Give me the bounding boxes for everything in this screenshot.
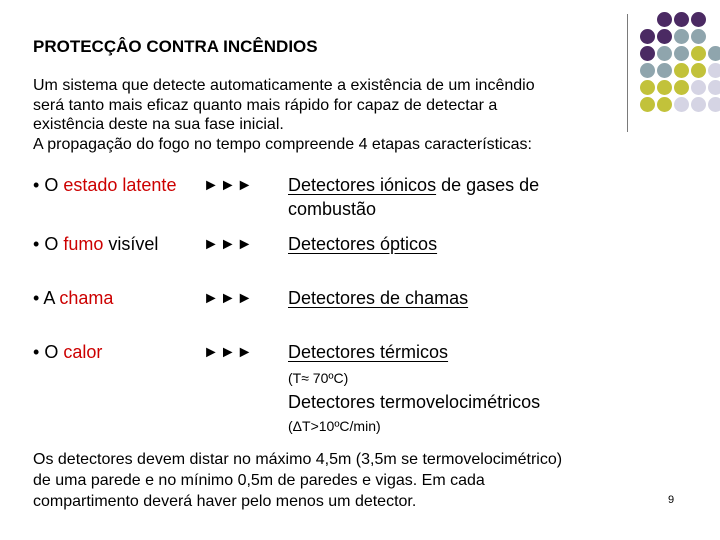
decorative-dot	[657, 46, 672, 61]
stage-latent	[33, 175, 176, 196]
detector-rest: de gases de	[441, 175, 540, 195]
decorative-dot	[691, 97, 706, 112]
arrows-smoke: ►►►	[203, 236, 254, 253]
decorative-dot	[674, 12, 689, 27]
stage-heat	[33, 342, 102, 363]
arrows-heat: ►►►	[203, 344, 254, 361]
intro-line: será tanto mais eficaz quanto mais rápido for capaz de detectar a	[33, 96, 498, 114]
detector-name: Detectores iónicos	[288, 175, 437, 195]
arrows-latent: ►►►	[203, 177, 254, 194]
stage-highlight: estado latente	[63, 175, 177, 195]
intro-line: Um sistema que detecte automaticamente a existência de um incêndio	[33, 77, 535, 94]
decorative-dot	[640, 46, 655, 61]
decorative-dot	[708, 97, 720, 112]
bullet: •	[33, 288, 40, 308]
bullet: •	[33, 234, 40, 254]
footer-line: de uma parede e no mínimo 0,5m de paredes e vigas. Em cada	[33, 472, 485, 489]
stage-suffix: visível	[108, 234, 159, 254]
intro-paragraph	[33, 76, 535, 154]
detector-latent	[288, 175, 539, 196]
decorative-dot	[640, 29, 655, 44]
detector-smoke: Detectores ópticos	[288, 234, 438, 254]
stage-highlight: chama	[59, 288, 114, 308]
decorative-dot	[657, 97, 672, 112]
page-number: 9	[668, 494, 675, 506]
footer-line: Os detectores devem distar no máximo 4,5m (3,5m se termovelocimétrico)	[33, 451, 563, 468]
decorative-dot	[674, 80, 689, 95]
decorative-dot	[640, 63, 655, 78]
decorative-dot	[657, 12, 672, 27]
heat-note: (T≈ 70ºC)	[288, 370, 349, 386]
arrows-flame: ►►►	[203, 290, 254, 307]
stage-highlight: calor	[63, 342, 103, 362]
footer-line: compartimento deverá haver pelo menos um detector.	[33, 493, 417, 510]
decorative-dot	[657, 63, 672, 78]
decorative-dot	[708, 63, 720, 78]
bullet: •	[33, 175, 40, 195]
decorative-dot	[708, 46, 720, 61]
detector-flame: Detectores de chamas	[288, 288, 469, 308]
decorative-dot	[674, 97, 689, 112]
decorative-dot	[708, 80, 720, 95]
intro-line: existência deste na sua fase inicial.	[33, 116, 284, 133]
decorative-dot	[691, 80, 706, 95]
decorative-dot	[691, 29, 706, 44]
footer-paragraph	[33, 449, 562, 512]
decorative-dot	[674, 29, 689, 44]
slide-title: PROTECÇÂO CONTRA INCÊNDIOS	[33, 37, 318, 56]
decorative-dot	[691, 63, 706, 78]
stage-highlight: fumo	[63, 234, 104, 254]
bullet: •	[33, 342, 40, 362]
decorative-dot	[657, 80, 672, 95]
detector-heat: Detectores térmicos	[288, 342, 449, 362]
stage-prefix: A	[43, 288, 55, 308]
decorative-dot	[640, 80, 655, 95]
detector-latent-line2: combustão	[288, 199, 377, 219]
intro-line: A propagação do fogo no tempo compreende 4 etapas características:	[33, 135, 532, 153]
decorative-dot	[691, 46, 706, 61]
stage-prefix: O	[44, 234, 59, 254]
stage-smoke	[33, 234, 158, 255]
rate-of-rise-note: (ΔT>10ºC/min)	[288, 418, 381, 434]
stage-flame	[33, 288, 113, 309]
decorative-divider	[627, 14, 628, 132]
detector-rate-of-rise: Detectores termovelocimétricos	[288, 392, 541, 412]
stage-prefix: O	[44, 342, 59, 362]
stage-prefix: O	[44, 175, 59, 195]
decorative-dot	[640, 97, 655, 112]
decorative-dot	[674, 63, 689, 78]
decorative-dot	[691, 12, 706, 27]
decorative-dot	[657, 29, 672, 44]
decorative-dot	[674, 46, 689, 61]
